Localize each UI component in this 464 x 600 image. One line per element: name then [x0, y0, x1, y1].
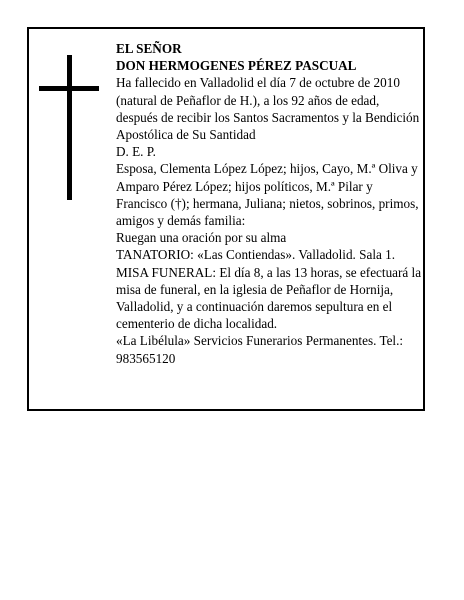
notice-rip: D. E. P.	[116, 144, 156, 160]
cross-horizontal-bar	[39, 86, 99, 91]
cross-icon	[39, 55, 99, 200]
notice-heading-title: EL SEÑOR	[116, 41, 182, 56]
obituary-notice	[27, 27, 425, 411]
notice-prayer-request: Ruegan una oración por su alma	[116, 230, 287, 246]
notice-text	[116, 40, 422, 367]
notice-deceased-name: DON HERMOGENES PÉREZ PASCUAL	[116, 58, 357, 74]
notice-funeral-mass: MISA FUNERAL: El día 8, a las 13 horas, se efectuará la misa de funeral, en la iglesia de Peñaflor de Hornija, Valladolid, y a continuación daremos sepultura en el cementerio de dicha localidad.	[116, 264, 422, 332]
notice-funeral-home: TANATORIO: «Las Contiendas». Valladolid. Sala 1.	[116, 247, 396, 263]
notice-announcement: Ha fallecido en Valladolid el día 7 de octubre de 2010 (natural de Peñaflor de H.), a los 92 años de edad, después de recibir los Santos Sacramentos y la Bendición Apostólica de Su Santidad	[116, 75, 420, 143]
notice-services: «La Libélula» Servicios Funerarios Permanentes. Tel.: 983565120	[116, 333, 404, 366]
cross-vertical-bar	[67, 55, 72, 200]
notice-family: Esposa, Clementa López López; hijos, Cayo, M.ª Oliva y Amparo Pérez López; hijos políticos, M.ª Pilar y Francisco (†); hermana, Juliana; nietos, sobrinos, primos, amigos y demás familia:	[116, 161, 419, 229]
